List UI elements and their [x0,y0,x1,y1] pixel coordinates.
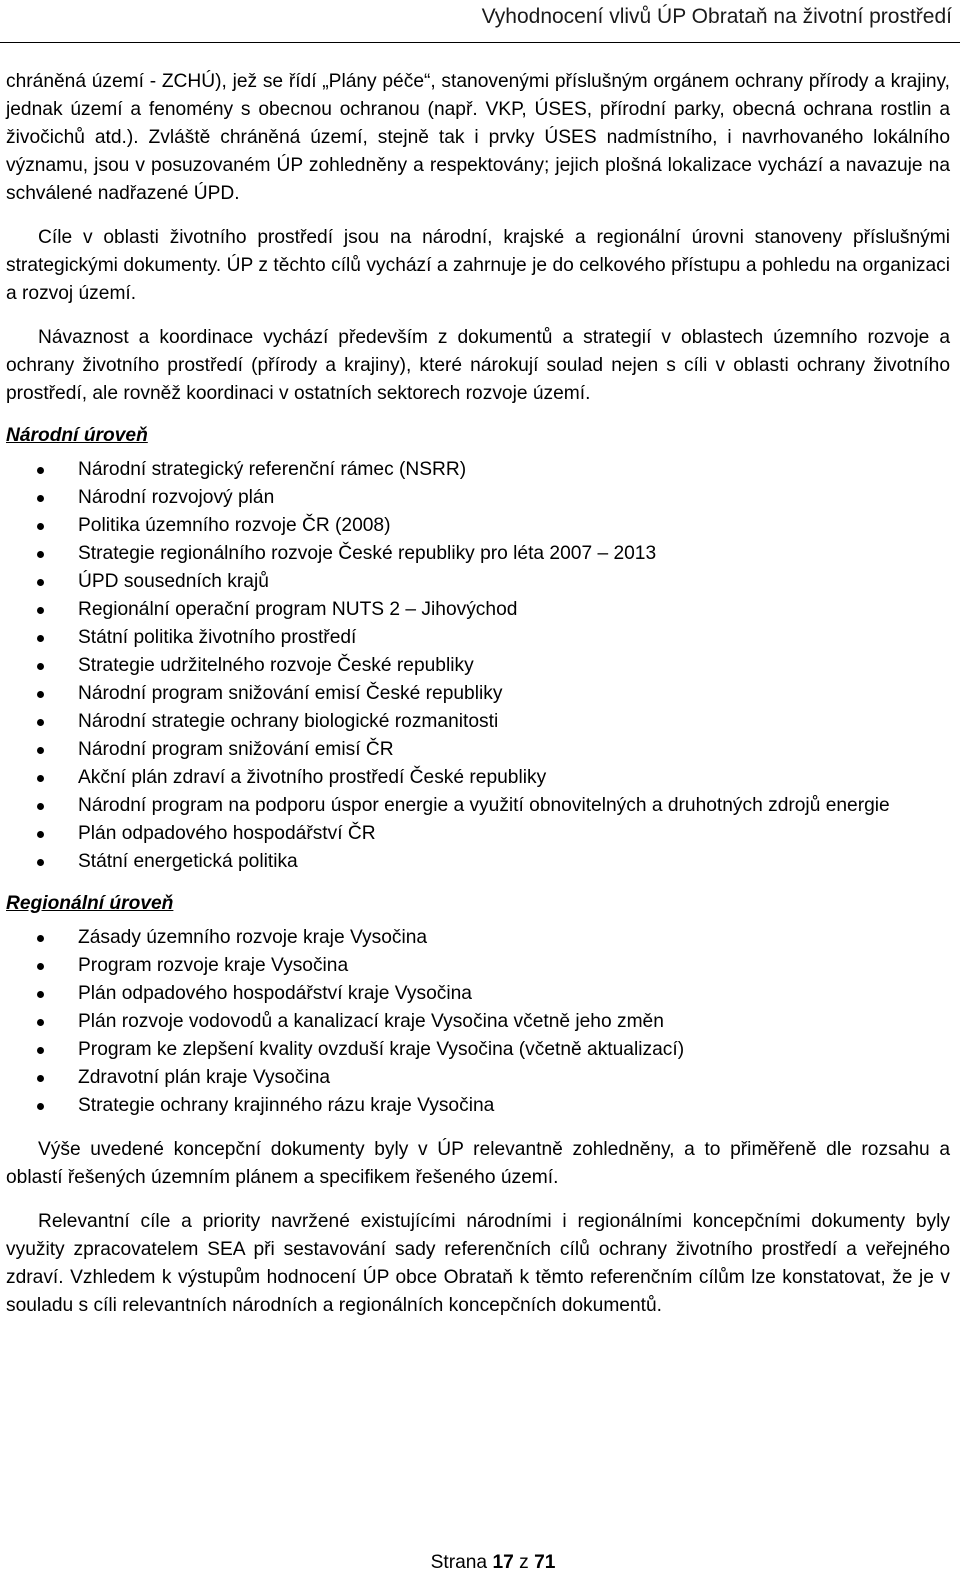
bullet-icon [37,607,44,614]
list-item-text: Politika územního rozvoje ČR (2008) [78,515,391,536]
bullet-icon [37,859,44,866]
list-item [6,456,950,484]
national-documents-list [6,456,950,876]
paragraph-environmental-goals: Cíle v oblasti životního prostředí jsou na národní, krajské a regionální úrovni stanoveny příslušnými strategickými dokumenty. ÚP z těchto cílů vychází a zahrnuje je do celkového přístupu a pohledu na organizaci a rozvoj území. [6,227,950,304]
bullet-icon [37,747,44,754]
list-item [6,980,950,1008]
page-label: Strana [430,1552,488,1573]
bullet-icon [37,1103,44,1110]
bullet-icon [37,1047,44,1054]
current-page-number: 17 [492,1552,514,1573]
list-item [6,624,950,652]
list-item-text: Strategie ochrany krajinného rázu kraje Vysočina [78,1095,495,1116]
bullet-icon [37,551,44,558]
list-item [6,680,950,708]
list-item-text: ÚPD sousedních krajů [78,571,269,592]
list-item-text: Zásady územního rozvoje kraje Vysočina [78,927,428,948]
list-item [6,820,950,848]
bullet-icon [37,1075,44,1082]
list-item [6,1092,950,1120]
bullet-icon [37,523,44,530]
paragraph-protected-areas: chráněná území - ZCHÚ), jež se řídí „Plány péče“, stanovenými příslušným orgánem ochrany přírody a krajiny, jednak území a fenomény s obecnou ochranou (např. VKP, ÚSES, přírodní parky, obecná ochrana rostlin a živočichů atd.). Zvláště chráněná území, stejně tak i prvky ÚSES nadmístního, i navrhovaného lokálního významu, jsou v posuzovaném ÚP zohledněny a respektovány; jejich plošná lokalizace vychází a navazuje na schválené nadřazené ÚPD. [6,71,950,204]
header-divider [0,42,960,43]
list-item-text: Národní program snižování emisí České republiky [78,683,503,704]
list-item [6,952,950,980]
bullet-icon [37,831,44,838]
bullet-icon [37,579,44,586]
list-item [6,792,950,820]
page-number-footer [0,1550,960,1576]
list-item-text: Plán odpadového hospodářství kraje Vysočina [78,983,472,1004]
list-item-text: Národní program na podporu úspor energie a využití obnovitelných a druhotných zdrojů energie [78,795,890,816]
list-item [6,1036,950,1064]
list-item-text: Program rozvoje kraje Vysočina [78,955,349,976]
list-item-text: Národní rozvojový plán [78,487,275,508]
paragraph-documents-considered: Výše uvedené koncepční dokumenty byly v ÚP relevantně zohledněny, a to přiměřeně dle rozsahu a oblastí řešených územním plánem a specifikem řešeného území. [6,1139,950,1188]
spacer [6,1192,950,1208]
bullet-icon [37,775,44,782]
bullet-icon [37,963,44,970]
list-item [6,512,950,540]
list-item-text: Akční plán zdraví a životního prostředí České republiky [78,767,547,788]
bullet-icon [37,803,44,810]
list-item-text: Plán odpadového hospodářství ČR [78,823,376,844]
regional-documents-list [6,924,950,1120]
list-item-text: Státní energetická politika [78,851,298,872]
list-item-text: Program ke zlepšení kvality ovzduší kraje Vysočina (včetně aktualizací) [78,1039,685,1060]
list-item-text: Strategie udržitelného rozvoje České republiky [78,655,474,676]
list-item-text: Strategie regionálního rozvoje České republiky pro léta 2007 – 2013 [78,543,657,564]
spacer [6,1120,950,1136]
page-content [6,68,950,1320]
list-item [6,1064,950,1092]
list-item [6,568,950,596]
paragraph-coordination: Návaznost a koordinace vychází především z dokumentů a strategií v oblastech územního rozvoje a ochrany životního prostředí (přírody a krajiny), které nárokují soulad nejen s cíli v oblasti ochrany životního prostředí, ale rovněž koordinaci v ostatních sektorech rozvoje území. [6,327,950,404]
bullet-icon [37,991,44,998]
bullet-icon [37,663,44,670]
bullet-icon [37,935,44,942]
list-item [6,1008,950,1036]
list-item [6,736,950,764]
list-item [6,652,950,680]
spacer [6,308,950,324]
paragraph-conclusion: Relevantní cíle a priority navržené existujícími národními i regionálními koncepčními dokumenty byly využity zpracovatelem SEA při sestavování sady referenčních cílů ochrany životního prostředí a veřejného zdraví. Vzhledem k výstupům hodnocení ÚP obce Obrataň k těmto referenčním cílům lze konstatovat, že je v souladu s cíli relevantních národních a regionálních koncepčních dokumentů. [6,1211,950,1316]
list-item-text: Národní program snižování emisí ČR [78,739,394,760]
list-item-text: Národní strategický referenční rámec (NSRR) [78,459,467,480]
list-item-text: Plán rozvoje vodovodů a kanalizací kraje Vysočina včetně jeho změn [78,1011,664,1032]
list-item [6,540,950,568]
spacer [6,208,950,224]
page-separator: z [519,1552,529,1573]
list-item-text: Národní strategie ochrany biologické rozmanitosti [78,711,499,732]
list-item-text: Zdravotní plán kraje Vysočina [78,1067,331,1088]
bullet-icon [37,495,44,502]
section-title-national: Národní úroveň [6,425,148,446]
bullet-icon [37,719,44,726]
list-item [6,848,950,876]
bullet-icon [37,467,44,474]
bullet-icon [37,1019,44,1026]
list-item [6,924,950,952]
bullet-icon [37,691,44,698]
bullet-icon [37,635,44,642]
total-pages-number: 71 [534,1552,556,1573]
list-item [6,764,950,792]
section-title-regional: Regionální úroveň [6,893,174,914]
list-item [6,708,950,736]
list-item-text: Regionální operační program NUTS 2 – Jihovýchod [78,599,518,620]
list-item-text: Státní politika životního prostředí [78,627,357,648]
running-header: Vyhodnocení vlivů ÚP Obrataň na životní prostředí [481,5,952,28]
list-item [6,596,950,624]
list-item [6,484,950,512]
